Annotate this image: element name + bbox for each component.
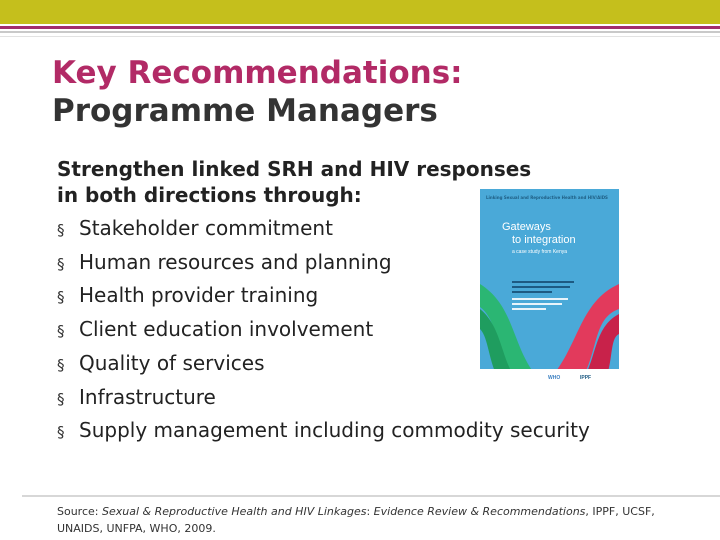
light-grey-stripe (0, 36, 720, 37)
cover-title-line-2: to integration (512, 234, 576, 246)
list-item-text: Supply management including commodity security (79, 418, 590, 443)
cover-small-heading: Linking Sexual and Reproductive Health and HIV/AIDS (486, 195, 608, 200)
footnote-subtitle: Evidence Review & Recommendations (373, 505, 586, 518)
bullet-marker-icon: § (57, 221, 65, 239)
cover-text-line (512, 286, 570, 288)
list-item-text: Client education involvement (79, 317, 374, 342)
ippf-logo: IPPF (580, 375, 592, 381)
intro-text: Strengthen linked SRH and HIV responses in both directions through: (57, 157, 532, 207)
report-cover-image (480, 189, 619, 389)
footnote-suffix: , IPPF, UCSF, UNAIDS, UNFPA, WHO, 2009. (57, 505, 655, 535)
who-logo: WHO (548, 375, 561, 381)
list-item (57, 415, 590, 449)
cover-text-line (512, 281, 574, 283)
grey-stripe (0, 31, 720, 33)
bullet-marker-icon: § (57, 288, 65, 307)
list-item-text: Quality of services (79, 350, 265, 375)
list-item-text: Stakeholder commitment (79, 216, 333, 240)
footnote-title: Sexual & Reproductive Health and HIV Linkages (101, 505, 367, 518)
footnote-separator: : (366, 505, 374, 518)
footer-divider (22, 495, 720, 497)
bullet-marker-icon: § (57, 389, 65, 408)
bullet-marker-icon: § (57, 355, 65, 374)
bullet-marker-icon: § (57, 423, 65, 442)
cover-subtitle: a case study from Kenya (512, 249, 568, 255)
list-item-text: Health provider training (79, 283, 319, 308)
cover-title-line-1: Gateways (502, 221, 551, 233)
bullet-marker-icon: § (57, 322, 65, 341)
cover-text-line (512, 298, 568, 300)
cover-text-line (512, 308, 546, 310)
top-accent-bar (0, 0, 720, 24)
slide-title (52, 54, 463, 130)
cover-text-line (512, 291, 552, 293)
title-line-1: Key Recommendations: (52, 55, 463, 91)
list-item-text: Infrastructure (79, 384, 216, 409)
source-footnote (57, 503, 697, 537)
cover-swirl-graphic (480, 189, 619, 389)
list-item-text: Human resources and planning (79, 249, 392, 274)
magenta-stripe (0, 26, 720, 29)
bullet-marker-icon: § (57, 254, 65, 273)
cover-text-line (512, 303, 562, 305)
footnote-prefix: Source: (57, 505, 102, 518)
title-line-2: Programme Managers (52, 93, 438, 129)
